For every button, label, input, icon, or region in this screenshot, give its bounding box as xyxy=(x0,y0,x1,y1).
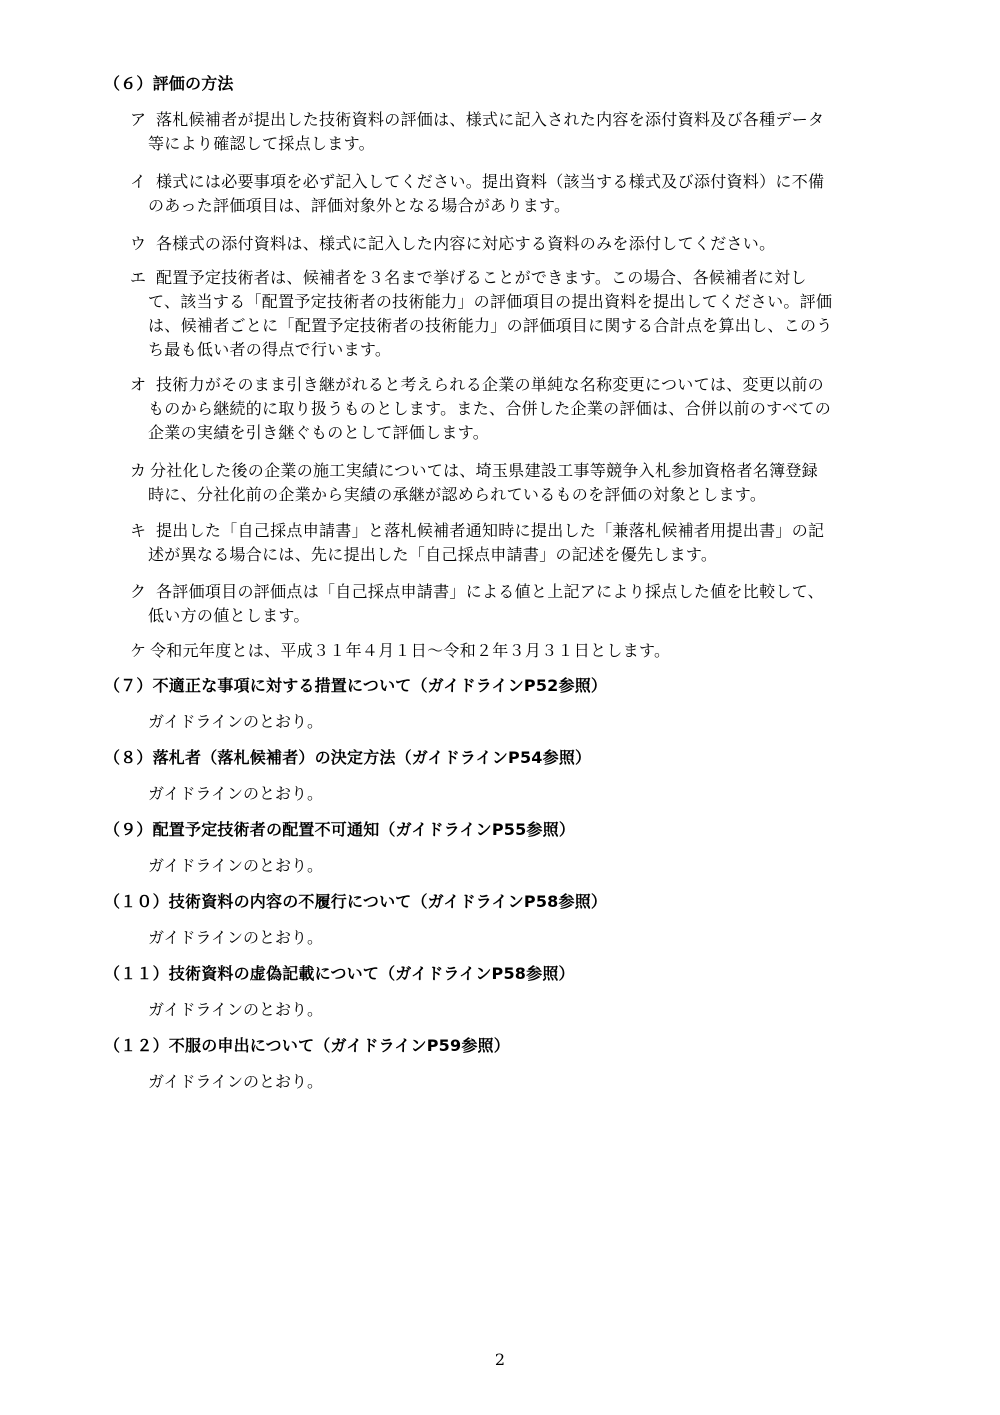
evaluation-item-ku xyxy=(130,576,905,631)
item-line: 配置予定技術者は、候補者を３名まで挙げることができます。この場合、各候補者に対し xyxy=(156,268,807,287)
item-line: 時に、分社化前の企業から実績の承継が認められているものを評価の対象とします。 xyxy=(148,485,767,504)
item-line: のあった評価項目は、評価対象外となる場合があります。 xyxy=(148,196,571,215)
evaluation-item-ke xyxy=(130,635,905,666)
item-marker: キ xyxy=(130,521,147,540)
section-12-heading: （１２）不服の申出について（ガイドラインP59参照） xyxy=(104,1036,510,1055)
evaluation-item-i xyxy=(130,166,905,221)
section-6-heading: （６）評価の方法 xyxy=(104,74,234,93)
item-line: 述が異なる場合には、先に提出した「自己採点申請書」の記述を優先します。 xyxy=(148,545,718,564)
evaluation-item-o xyxy=(130,369,905,448)
section-8-heading: （８）落札者（落札候補者）の決定方法（ガイドラインP54参照） xyxy=(104,748,592,767)
item-line: ち最も低い者の得点で行います。 xyxy=(148,340,392,359)
section-10-heading: （１０）技術資料の内容の不履行について（ガイドラインP58参照） xyxy=(104,892,608,911)
evaluation-item-ki xyxy=(130,515,905,570)
section-12-body: ガイドラインのとおり。 xyxy=(148,1072,324,1091)
item-line: 分社化した後の企業の施工実績については、埼玉県建設工事等競争入札参加資格者名簿登録 xyxy=(150,461,818,480)
section-9-body: ガイドラインのとおり。 xyxy=(148,856,324,875)
item-marker: カ xyxy=(130,461,147,480)
evaluation-item-ka xyxy=(130,455,905,510)
item-line: て、該当する「配置予定技術者の技術能力」の評価項目の提出資料を提出してください。評価 xyxy=(148,292,833,311)
section-9-heading: （９）配置予定技術者の配置不可通知（ガイドラインP55参照） xyxy=(104,820,576,839)
item-marker: エ xyxy=(130,268,147,287)
evaluation-item-a xyxy=(130,104,905,159)
section-10-body: ガイドラインのとおり。 xyxy=(148,928,324,947)
item-marker: イ xyxy=(130,172,147,191)
item-line: 提出した「自己採点申請書」と落札候補者通知時に提出した「兼落札候補者用提出書」の記 xyxy=(156,521,825,540)
section-7-body: ガイドラインのとおり。 xyxy=(148,712,324,731)
evaluation-item-u xyxy=(130,228,905,259)
item-line: 令和元年度とは、平成３１年４月１日～令和２年３月３１日とします。 xyxy=(150,641,671,660)
item-marker: ア xyxy=(130,110,147,129)
item-line: 様式には必要事項を必ず記入してください。提出資料（該当する様式及び添付資料）に不備 xyxy=(156,172,825,191)
item-line: 低い方の値とします。 xyxy=(148,606,310,625)
item-marker: ク xyxy=(130,582,147,601)
item-marker: ケ xyxy=(130,641,147,660)
item-marker: ウ xyxy=(130,234,147,253)
item-line: は、候補者ごとに「配置予定技術者の技術能力」の評価項目に関する合計点を算出し、このう xyxy=(148,316,833,335)
section-8-body: ガイドラインのとおり。 xyxy=(148,784,324,803)
item-line: 等により確認して採点します。 xyxy=(148,134,375,153)
item-line: 各評価項目の評価点は「自己採点申請書」による値と上記アにより採点した値を比較して、 xyxy=(156,582,824,601)
item-line: 落札候補者が提出した技術資料の評価は、様式に記入された内容を添付資料及び各種データ xyxy=(156,110,825,129)
evaluation-item-e xyxy=(130,262,905,365)
item-line: ものから継続的に取り扱うものとします。また、合併した企業の評価は、合併以前のすべての xyxy=(148,399,832,418)
section-11-body: ガイドラインのとおり。 xyxy=(148,1000,324,1019)
section-11-heading: （１１）技術資料の虚偽記載について（ガイドラインP58参照） xyxy=(104,964,575,983)
item-marker: オ xyxy=(130,375,147,394)
item-line: 技術力がそのまま引き継がれると考えられる企業の単純な名称変更については、変更以前の xyxy=(156,375,824,394)
section-7-heading: （７）不適正な事項に対する措置について（ガイドラインP52参照） xyxy=(104,676,608,695)
item-line: 各様式の添付資料は、様式に記入した内容に対応する資料のみを添付してください。 xyxy=(156,234,776,253)
item-line: 企業の実績を引き継ぐものとして評価します。 xyxy=(148,423,490,442)
page-number: 2 xyxy=(494,1350,506,1369)
